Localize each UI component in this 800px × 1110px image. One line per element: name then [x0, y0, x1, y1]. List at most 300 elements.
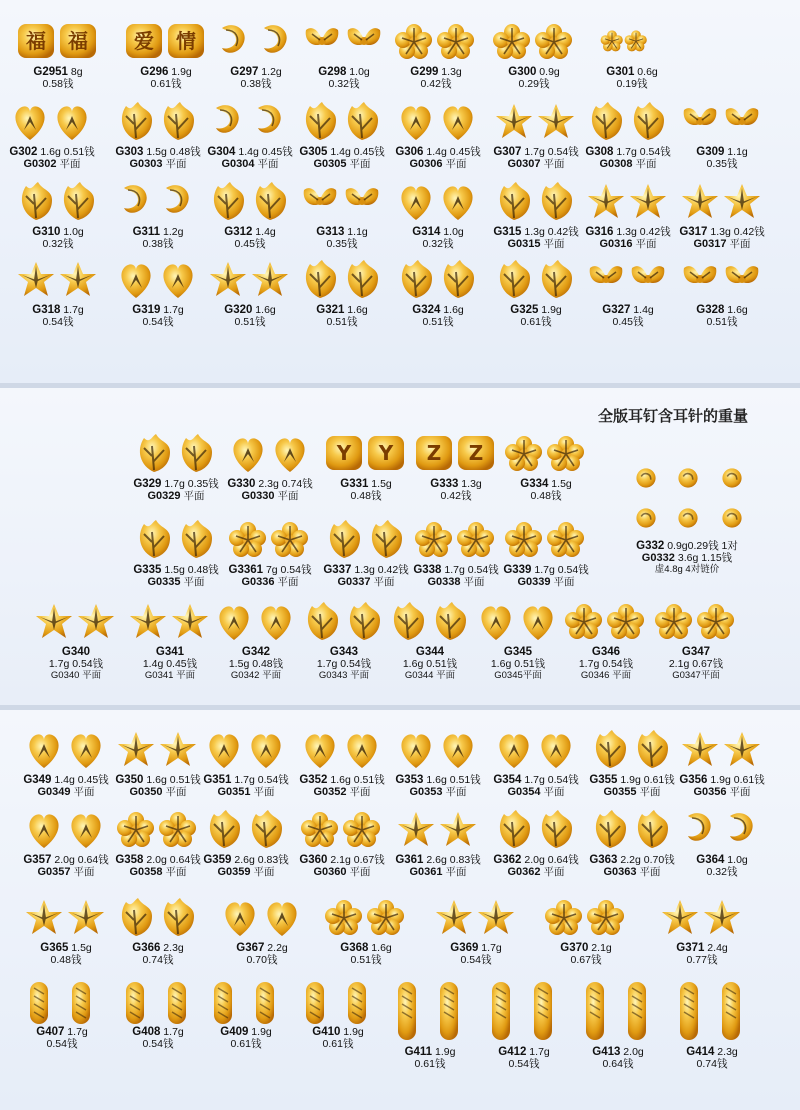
product-code: G298 — [318, 66, 347, 78]
product-code-weight — [488, 66, 580, 78]
product-code: G2951 — [33, 66, 68, 78]
variant-detail: 0.54钱 — [46, 1038, 78, 1050]
product-item — [112, 728, 204, 798]
product-code-weight — [296, 854, 388, 866]
product-code: G311 — [132, 226, 161, 238]
product-extra: G0345平面 — [494, 670, 542, 681]
product-code-weight — [676, 146, 768, 158]
product-variant — [392, 238, 484, 250]
product-variant — [490, 316, 582, 328]
variant-detail: 平面 — [543, 786, 565, 798]
product-weight: 1.6g — [368, 942, 392, 954]
product-code: G3361 — [228, 564, 264, 576]
product-variant — [676, 786, 768, 798]
product-variant — [6, 158, 98, 170]
product-code-weight — [224, 478, 316, 490]
product-variant — [224, 490, 316, 502]
flat-variant-code: G0354 — [507, 786, 544, 798]
earring-character: 爱 — [134, 29, 154, 53]
product-item — [582, 100, 674, 170]
earring-image — [300, 180, 384, 226]
product-weight: 1.9g — [248, 1026, 272, 1038]
product-item — [490, 100, 582, 170]
product-code-weight — [490, 304, 582, 316]
earring-image — [24, 896, 108, 942]
variant-detail: 0.48钱 — [530, 490, 562, 502]
product-item — [392, 100, 484, 170]
earring-character: Z — [426, 441, 442, 465]
variant-detail: 平面 — [277, 576, 299, 588]
product-variant — [650, 658, 742, 670]
earring-image — [396, 100, 480, 146]
product-variant — [490, 158, 582, 170]
product-item — [560, 600, 652, 681]
earring-image — [16, 258, 100, 304]
variant-detail: 0.51钱 — [350, 954, 382, 966]
product-code-weight — [296, 304, 388, 316]
earring-image — [208, 100, 292, 146]
variant-detail: 1.5g 0.48钱 — [228, 658, 284, 670]
product-weight: 1.9g — [340, 1026, 364, 1038]
product-code-weight — [676, 774, 768, 786]
earring-image — [660, 896, 744, 942]
product-code-weight — [320, 942, 412, 954]
product-variant — [392, 866, 484, 878]
variant-detail: 平面 — [445, 866, 467, 878]
product-variant — [656, 954, 748, 966]
product-code: G315 — [493, 226, 522, 238]
product-code-weight — [656, 942, 748, 954]
product-code: G413 — [592, 1046, 621, 1058]
product-variant — [392, 316, 484, 328]
weight-note-heading: 全版耳钉含耳针的重量 — [597, 407, 748, 425]
product-code: G332 — [636, 540, 665, 552]
product-code: G313 — [316, 226, 345, 238]
product-variant — [200, 786, 292, 798]
product-code-weight — [540, 942, 632, 954]
product-code-weight — [30, 646, 122, 658]
flat-variant-code: G0349 — [37, 786, 74, 798]
product-code: G368 — [340, 942, 369, 954]
product-weight: 1.9g — [538, 304, 562, 316]
product-variant — [204, 158, 296, 170]
product-code-weight — [490, 774, 582, 786]
product-code-weight — [12, 66, 104, 78]
product-weight: 1.2g — [160, 226, 184, 238]
product-code: G297 — [230, 66, 259, 78]
product-weight: 1.5g — [368, 478, 392, 490]
earring-image — [16, 180, 100, 226]
product-weight: 1.4g 0.45钱 — [423, 146, 481, 158]
product-variant — [204, 238, 296, 250]
product-variant — [20, 866, 112, 878]
variant-detail: 0.54钱 — [142, 1038, 174, 1050]
variant-detail: 平面 — [183, 576, 205, 588]
product-code-weight — [112, 854, 204, 866]
earring-image — [494, 100, 578, 146]
product-item — [488, 20, 580, 90]
flat-variant-code: G0317 — [693, 238, 730, 250]
product-weight: 0.9g0.29钱 1对 — [664, 540, 738, 552]
product-variant — [392, 158, 484, 170]
product-item — [586, 808, 678, 878]
earring-image — [576, 980, 660, 1046]
earring-image — [590, 20, 674, 66]
earring-image — [564, 600, 648, 646]
product-code-weight — [12, 304, 104, 316]
product-item — [298, 20, 390, 90]
product-item — [12, 180, 104, 250]
product-weight: 1.9g 0.61钱 — [707, 774, 765, 786]
earring-image — [296, 980, 380, 1026]
product-code-weight — [582, 146, 674, 158]
product-item — [676, 258, 768, 328]
flat-variant-code: G0337 — [337, 576, 374, 588]
product-code-weight — [676, 304, 768, 316]
variant-detail: 0.64钱 — [602, 1058, 634, 1070]
product-variant — [296, 158, 388, 170]
flat-variant-code: G0352 — [313, 786, 350, 798]
flat-variant-code: G0358 — [129, 866, 166, 878]
flat-variant-code: G0315 — [507, 238, 544, 250]
product-weight: 1.0g — [440, 226, 464, 238]
product-weight: 2.2g 0.70钱 — [617, 854, 675, 866]
product-code: G316 — [585, 226, 614, 238]
product-weight: 1.6g — [344, 304, 368, 316]
product-code-weight — [676, 854, 768, 866]
variant-detail: 平面 — [59, 158, 81, 170]
product-item — [200, 728, 292, 798]
product-weight: 1.6g 0.51钱 — [423, 774, 481, 786]
product-variant — [490, 238, 582, 250]
product-weight: 1.7g — [478, 942, 502, 954]
product-variant — [120, 78, 212, 90]
product-code-weight — [224, 564, 316, 576]
product-weight: 1.7g 0.54钱 — [521, 146, 579, 158]
variant-detail: 平面 — [257, 158, 279, 170]
product-code: G300 — [508, 66, 537, 78]
product-item — [490, 808, 582, 878]
product-weight: 1.7g 0.35钱 — [161, 478, 219, 490]
variant-detail: 平面 — [373, 576, 395, 588]
variant-detail: 0.51钱 — [326, 316, 358, 328]
variant-detail: 平面 — [635, 158, 657, 170]
flat-variant-code: G0359 — [217, 866, 254, 878]
product-weight: 1.3g 0.42钱 — [351, 564, 409, 576]
product-code: G371 — [676, 942, 705, 954]
variant-detail: 0.54钱 — [508, 1058, 540, 1070]
product-weight: 2.3g 0.74钱 — [255, 478, 313, 490]
product-extra: 虚4.8g 4对链价 — [654, 564, 720, 575]
product-item — [478, 980, 570, 1070]
flat-variant-code: G0336 — [241, 576, 278, 588]
product-variant — [582, 158, 674, 170]
earring-image — [204, 808, 288, 854]
earring-image — [124, 20, 208, 66]
variant-detail: 0.32钱 — [42, 238, 74, 250]
earring-image — [324, 518, 408, 564]
product-code: G364 — [696, 854, 725, 866]
product-code: G345 — [503, 646, 533, 658]
variant-detail: 0.38钱 — [142, 238, 174, 250]
variant-detail: 1.7g 0.54钱 — [578, 658, 634, 670]
product-weight: 1.7g 0.54钱 — [521, 774, 579, 786]
product-code: G410 — [312, 1026, 341, 1038]
earring-image — [134, 432, 218, 478]
earring-image — [300, 100, 384, 146]
product-code-weight — [586, 774, 678, 786]
product-code: G334 — [520, 478, 549, 490]
product-code: G310 — [32, 226, 61, 238]
product-code: G318 — [32, 304, 61, 316]
earring-character: Y — [378, 441, 394, 465]
product-code-weight — [410, 564, 502, 576]
product-item — [490, 728, 582, 798]
product-code-weight — [124, 646, 216, 658]
product-code: G357 — [23, 854, 52, 866]
earring-image — [204, 980, 288, 1026]
product-weight: 1.0g — [724, 854, 748, 866]
product-item — [582, 180, 674, 250]
product-variant — [296, 786, 388, 798]
product-variant — [582, 238, 674, 250]
product-extra: G0342 平面 — [230, 670, 282, 681]
product-code-weight — [112, 146, 204, 158]
product-code-weight — [112, 774, 204, 786]
product-weight: 2.0g 0.64钱 — [51, 854, 109, 866]
product-code: G352 — [299, 774, 328, 786]
product-item — [130, 518, 222, 588]
product-code: G333 — [430, 478, 459, 490]
variant-detail: 平面 — [553, 576, 575, 588]
variant-detail: 0.32钱 — [706, 866, 738, 878]
earring-image — [116, 980, 200, 1026]
product-variant — [296, 238, 388, 250]
product-code-weight — [112, 304, 204, 316]
product-code-weight — [410, 478, 502, 490]
flat-variant-code: G0307 — [507, 158, 544, 170]
earring-image — [300, 808, 384, 854]
product-code-weight — [320, 478, 412, 490]
product-code: G355 — [589, 774, 618, 786]
product-code: G361 — [395, 854, 424, 866]
product-variant — [292, 1038, 384, 1050]
earring-image — [394, 20, 478, 66]
product-extra: G0346 平面 — [580, 670, 632, 681]
flat-variant-code: G0316 — [599, 238, 636, 250]
product-variant — [200, 1038, 292, 1050]
earring-image — [680, 728, 764, 774]
variant-detail: 0.32钱 — [422, 238, 454, 250]
product-weight: 1.3g 0.42钱 — [521, 226, 579, 238]
earring-image — [586, 100, 670, 146]
product-code: G414 — [686, 1046, 715, 1058]
product-item — [490, 180, 582, 250]
product-variant — [204, 316, 296, 328]
earring-image — [590, 808, 674, 854]
earring-image — [214, 600, 298, 646]
product-code: G369 — [450, 942, 479, 954]
product-variant — [298, 658, 390, 670]
product-code-weight — [472, 646, 564, 658]
product-code-weight — [298, 66, 390, 78]
product-item — [20, 808, 112, 878]
product-code-weight — [204, 304, 296, 316]
flat-variant-code: G0308 — [599, 158, 636, 170]
variant-detail: 0.54钱 — [460, 954, 492, 966]
product-variant — [296, 866, 388, 878]
earring-image — [208, 258, 292, 304]
variant-detail: 0.74钱 — [696, 1058, 728, 1070]
product-item — [298, 600, 390, 681]
earring-character: Y — [336, 441, 352, 465]
product-item — [210, 20, 302, 90]
product-variant — [200, 866, 292, 878]
product-item — [12, 258, 104, 328]
product-weight: 1.0g — [60, 226, 84, 238]
product-weight: 2.0g 0.64钱 — [143, 854, 201, 866]
product-code: G308 — [585, 146, 614, 158]
product-code-weight — [384, 646, 476, 658]
product-weight: 2.3g — [160, 942, 184, 954]
product-code: G339 — [503, 564, 532, 576]
product-code: G337 — [323, 564, 352, 576]
product-code: G351 — [203, 774, 232, 786]
variant-detail: 平面 — [463, 576, 485, 588]
variant-detail: 0.67钱 — [570, 954, 602, 966]
product-variant — [112, 158, 204, 170]
flat-variant-code: G0361 — [409, 866, 446, 878]
flat-variant-code: G0360 — [313, 866, 350, 878]
product-item — [20, 896, 112, 966]
product-code: G353 — [395, 774, 424, 786]
earring-image — [504, 432, 588, 478]
product-code: G331 — [340, 478, 369, 490]
variant-detail: 平面 — [183, 490, 205, 502]
earring-image — [586, 258, 670, 304]
product-variant — [490, 866, 582, 878]
flat-variant-code: G0305 — [313, 158, 350, 170]
variant-detail: 0.58钱 — [42, 78, 74, 90]
earring-image — [388, 600, 472, 646]
product-variant — [16, 1038, 108, 1050]
product-weight: 1.3g — [438, 66, 462, 78]
earring-image — [116, 180, 200, 226]
product-code: G301 — [606, 66, 635, 78]
product-code-weight — [296, 774, 388, 786]
product-variant — [130, 576, 222, 588]
product-weight: 2.0g 0.64钱 — [521, 854, 579, 866]
product-weight: 1.7g 0.54钱 — [441, 564, 499, 576]
flat-variant-code: G0339 — [517, 576, 554, 588]
variant-detail: 1.6g 0.51钱 — [402, 658, 458, 670]
earring-image — [396, 728, 480, 774]
earring-image — [116, 808, 200, 854]
earring-image — [494, 808, 578, 854]
product-code-weight — [320, 564, 412, 576]
earring-image — [670, 980, 754, 1046]
product-variant — [112, 1038, 204, 1050]
product-weight: 1.4g 0.45钱 — [235, 146, 293, 158]
product-item — [12, 20, 104, 90]
product-code-weight — [12, 226, 104, 238]
earring-image — [220, 896, 304, 942]
flat-variant-code: G0329 — [147, 490, 184, 502]
product-extra: G0340 平面 — [50, 670, 102, 681]
product-variant — [410, 576, 502, 588]
earring-image — [228, 518, 312, 564]
product-code-weight — [130, 478, 222, 490]
product-code-weight — [112, 942, 204, 954]
product-code-weight — [582, 226, 674, 238]
product-code: G304 — [207, 146, 236, 158]
product-weight: 1.9g 0.61钱 — [617, 774, 675, 786]
product-code-weight — [676, 226, 768, 238]
flat-variant-code: G0363 — [603, 866, 640, 878]
product-weight: 1.4g 0.45钱 — [327, 146, 385, 158]
variant-detail: 0.54钱 — [142, 316, 174, 328]
variant-detail: 0.61钱 — [322, 1038, 354, 1050]
flat-variant-code: G0304 — [221, 158, 258, 170]
product-code: G327 — [602, 304, 631, 316]
product-code-weight — [392, 146, 484, 158]
product-code: G296 — [140, 66, 169, 78]
earring-image — [324, 432, 408, 478]
product-item — [586, 728, 678, 798]
product-code-weight — [210, 646, 302, 658]
variant-detail: 0.54钱 — [42, 316, 74, 328]
earring-image — [204, 728, 288, 774]
product-variant — [112, 866, 204, 878]
product-weight: 2.0g — [620, 1046, 644, 1058]
product-weight: 1.3g 0.42钱 — [707, 226, 765, 238]
variant-detail: 平面 — [543, 238, 565, 250]
product-variant — [210, 78, 302, 90]
product-code-weight — [200, 1026, 292, 1038]
earring-image — [300, 728, 384, 774]
earring-image — [214, 20, 298, 66]
variant-detail: 0.61钱 — [150, 78, 182, 90]
product-weight: 1.6g 0.51钱 — [37, 146, 95, 158]
product-code-weight — [582, 304, 674, 316]
product-code: G305 — [299, 146, 328, 158]
product-code-weight — [490, 146, 582, 158]
product-code: G354 — [493, 774, 522, 786]
product-code: G349 — [23, 774, 52, 786]
earring-image — [300, 258, 384, 304]
product-code-weight — [200, 774, 292, 786]
product-item — [112, 100, 204, 170]
product-weight: 2.4g — [704, 942, 728, 954]
product-code-weight — [210, 66, 302, 78]
product-variant — [390, 78, 482, 90]
product-code: G346 — [591, 646, 621, 658]
earring-character: Z — [468, 441, 484, 465]
product-item — [656, 896, 748, 966]
product-code: G335 — [133, 564, 162, 576]
product-weight: 2.6g 0.83钱 — [231, 854, 289, 866]
product-item — [586, 20, 678, 90]
product-item — [124, 600, 216, 681]
product-item — [410, 518, 502, 588]
earring-image — [414, 518, 498, 564]
product-item — [612, 458, 762, 575]
variant-detail: 0.29钱 — [518, 78, 550, 90]
product-variant — [384, 1058, 476, 1070]
variant-detail: 1.4g 0.45钱 — [142, 658, 198, 670]
variant-detail: 平面 — [349, 158, 371, 170]
product-item — [410, 432, 502, 502]
